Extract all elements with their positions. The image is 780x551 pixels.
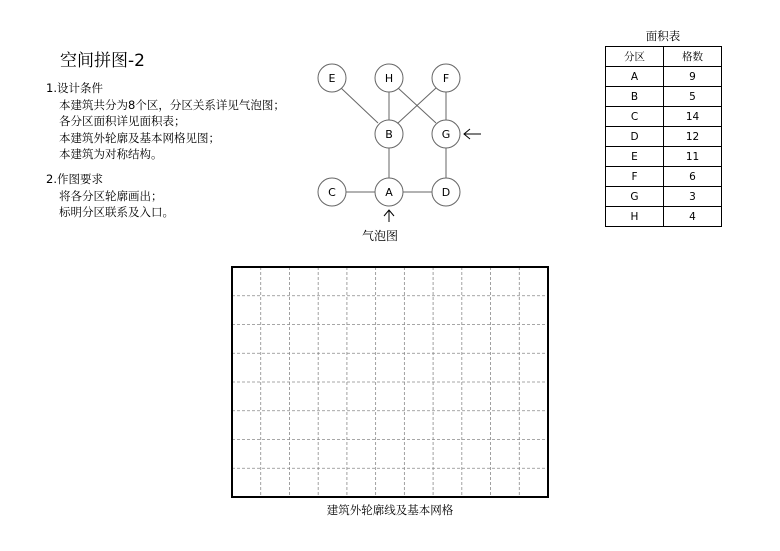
count-cell: 5 xyxy=(664,87,722,107)
table-row xyxy=(606,107,722,127)
section-1-line: 各分区面积详见面积表； xyxy=(59,114,186,128)
bubble-node-c xyxy=(318,178,346,206)
bubble-diagram xyxy=(0,0,560,250)
section-2-line: 将各分区轮廓画出； xyxy=(59,188,163,203)
zone-cell: H xyxy=(606,207,664,227)
svg-text:A: A xyxy=(385,186,393,199)
section-1-heading: 1.设计条件 xyxy=(46,81,103,95)
grid-caption: 建筑外轮廓线及基本网格 xyxy=(326,503,454,517)
svg-text:C: C xyxy=(328,186,336,199)
svg-text:H: H xyxy=(384,72,394,85)
table-row xyxy=(606,207,722,227)
count-cell: 12 xyxy=(664,127,722,147)
table-row xyxy=(606,67,722,87)
entrance-arrow-g-icon xyxy=(464,129,481,139)
grid-lines xyxy=(232,267,548,497)
bubble-node-f xyxy=(432,64,460,92)
zone-cell: D xyxy=(606,127,664,147)
table-row xyxy=(606,127,722,147)
section-1-line: 本建筑为对称结构。 xyxy=(59,147,163,161)
zone-cell: F xyxy=(606,167,664,187)
zone-cell: A xyxy=(606,67,664,87)
entrance-arrow-a-icon xyxy=(384,210,394,222)
count-cell: 4 xyxy=(664,207,722,227)
count-cell: 11 xyxy=(664,147,722,167)
zone-cell: E xyxy=(606,147,664,167)
svg-text:D: D xyxy=(441,186,451,199)
header-zone: 分区 xyxy=(606,47,664,67)
section-1-line: 本建筑共分为8个区，分区关系详见气泡图； xyxy=(59,97,285,112)
table-row xyxy=(606,187,722,207)
table-row xyxy=(606,87,722,107)
area-table-header xyxy=(606,47,722,67)
bubble-node-d xyxy=(432,178,460,206)
bubble-node-e xyxy=(318,64,346,92)
table-row xyxy=(606,147,722,167)
header-cell-count: 格数 xyxy=(664,47,722,67)
area-table xyxy=(605,46,722,227)
table-row xyxy=(606,167,722,187)
bubble-node-b xyxy=(375,120,403,148)
count-cell: 3 xyxy=(664,187,722,207)
bubble-node-g xyxy=(432,120,460,148)
zone-cell: G xyxy=(606,187,664,207)
bubble-node-h xyxy=(375,64,403,92)
bubble-node-a xyxy=(375,178,403,206)
section-2-heading: 2.作图要求 xyxy=(46,172,103,186)
count-cell: 9 xyxy=(664,67,722,87)
building-outline-grid xyxy=(231,266,549,498)
page-title: 空间拼图-2 xyxy=(60,51,145,71)
svg-text:G: G xyxy=(441,128,451,141)
svg-text:B: B xyxy=(385,128,393,141)
area-table-title: 面积表 xyxy=(645,29,681,43)
edge-e-b xyxy=(341,88,378,123)
svg-text:E: E xyxy=(328,72,336,85)
zone-cell: B xyxy=(606,87,664,107)
section-1-line: 本建筑外轮廓及基本网格见图； xyxy=(59,130,220,145)
count-cell: 14 xyxy=(664,107,722,127)
zone-cell: C xyxy=(606,107,664,127)
bubble-diagram-caption: 气泡图 xyxy=(362,229,399,243)
svg-text:F: F xyxy=(442,72,450,85)
count-cell: 6 xyxy=(664,167,722,187)
section-2-line: 标明分区联系及入口。 xyxy=(59,205,174,219)
